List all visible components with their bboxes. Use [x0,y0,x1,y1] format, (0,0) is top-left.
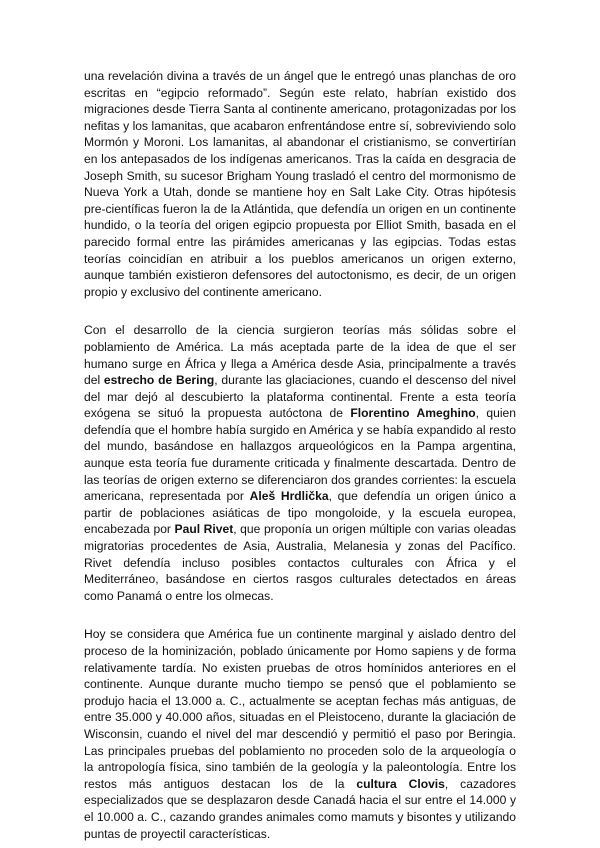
paragraph [84,68,516,300]
text-run: Con el desarrollo de la ciencia surgieron teorías más sólidas sobre el poblamiento de América. La más aceptada parte de la idea de que el ser humano surge en África y llega a América desde Asia, principalmente a través del [84,323,516,388]
text-run: , quien defendía que el hombre había surgido en América y se había expandido al resto del mundo, basándose en hallazgos arqueológicos en la Pampa argentina, aunque esta teoría fue duramente criticada y finalmente descartada. Dentro de las teorías de origen externo se diferenciaron dos grandes corrientes: la escuela americana, representada por [84,406,517,504]
bold-term: cultura Clovis [356,776,445,791]
text-run: , durante las glaciaciones, cuando el descenso del nivel del mar dejó al descubierto la plataforma continental. Frente a esta teoría exógena se situó la propuesta autóctona de [84,373,516,421]
text-run: una revelación divina a través de un ángel que le entregó unas planchas de oro escritas en “egipcio reformado”. Según este relato, habrían existido dos migraciones desde Tierra Santa al continente americano, protagonizadas por los nefitas y los lamanitas, que acabaron enfrentándose entre sí, sobreviviendo solo Mormón y Moroni. Los lamanitas, al abandonar el cristianismo, se convertirían en los antepasados de los indígenas americanos. Tras la caída en desgracia de Joseph Smith, su sucesor Brigham Young trasladó el centro del mormonismo de Nueva York a Utah, donde se mantiene hoy en Salt Lake City. Otras hipótesis pre-científicas fueron la de la Atlántida, que defendía un origen en un continente hundido, o la teoría del origen egipcio propuesta por Elliot Smith, basada en el parecido formal entre las pirámides americanas y las egipcias. Todas estas teorías coincidían en atribuir a los pueblos americanos un origen externo, aunque también existieron defensores del autoctonismo, es decir, de un origen propio y exclusivo del continente americano. [84,69,516,299]
bold-term: Aleš Hrdlička [249,489,329,504]
bold-term: Florentino Ameghino [350,406,476,421]
text-run: , cazadores especializados que se desplazaron desde Canadá hacia el sur entre el 14.000 y el 10.000 a. C., cazando grandes animales como mamuts y bisontes y utilizando puntas de proyectil características. [84,776,516,841]
paragraph [84,322,516,604]
bold-term: Paul Rivet [174,522,234,537]
paragraph [84,626,516,842]
text-run: Hoy se considera que América fue un continente marginal y aislado dentro del proceso de la hominización, poblado únicamente por Homo sapiens y de forma relativamente tardía. No existen pruebas de otros homínidos anteriores en el continente. Aunque durante mucho tiempo se pensó que el poblamiento se produjo hacia el 13.000 a. C., actualmente se aceptan fechas más antiguas, de entre 35.000 y 40.000 años, situadas en el Pleistoceno, durante la glaciación de Wisconsin, cuando el nivel del mar descendió y permitió el paso por Beringia. Las principales pruebas del poblamiento no proceden solo de la arqueología o la antropología física, sino también de la geología y la paleontología. Entre los restos más antiguos destacan los de la [84,627,516,791]
text-run: , que proponía un origen múltiple con varias oleadas migratorias procedentes de Asia, Australia, Melanesia y zonas del Pacífico. Rivet defendía incluso posibles contactos culturales con África y el Mediterráneo, basándose en ciertos rasgos culturales detectados en áreas como Panamá o entre los olmecas. [84,522,517,603]
text-run: , que defendía un origen único a partir de poblaciones asiáticas de tipo mongoloide, y la escuela europea, encabezada por [84,489,516,537]
bold-term: estrecho de Bering [103,373,215,388]
